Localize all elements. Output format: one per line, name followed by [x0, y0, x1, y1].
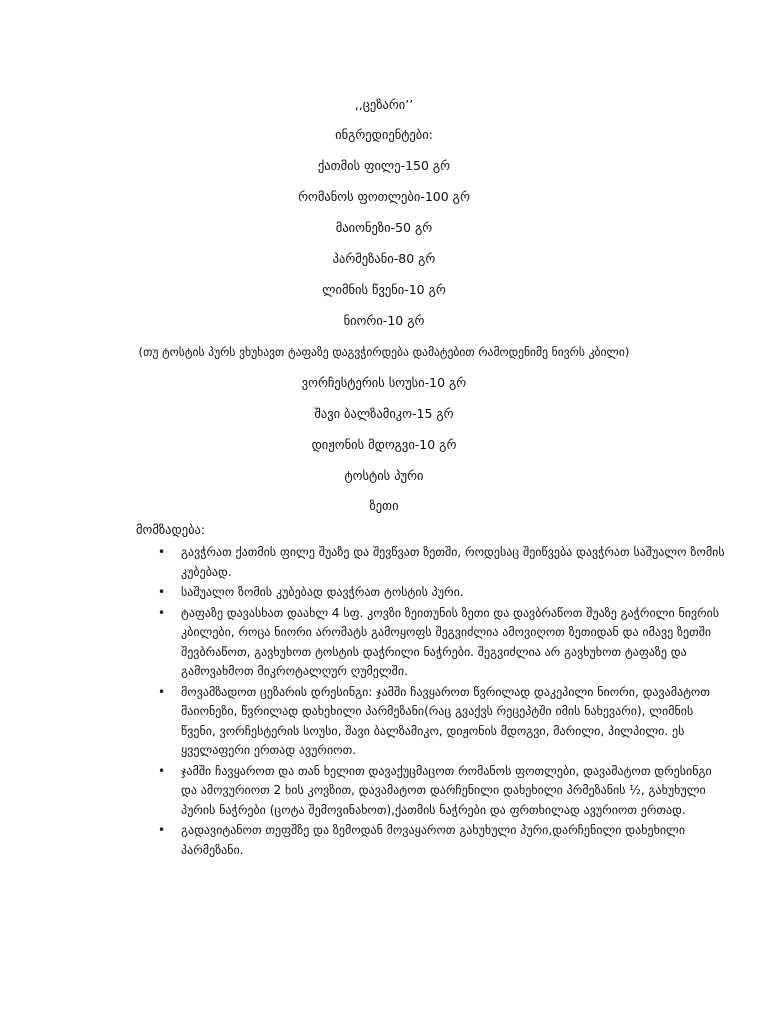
- bullet-icon: •: [158, 605, 166, 620]
- bullet-icon: •: [158, 545, 166, 559]
- list-item: [158, 762, 731, 821]
- ingredients-heading: ინგრედიენტები:: [335, 127, 433, 142]
- step-text: გავჭრათ ქათმის ფილე შუაზე და შევწვათ ზეთში, როდესაც შეიწვება დავჭრათ საშუალო ზომის კუბებად.: [181, 545, 725, 579]
- ingredient-line: რომანოს ფოთლები-100 გრ: [298, 189, 470, 204]
- list-item: [158, 683, 731, 761]
- steps-list: [140, 543, 731, 861]
- ingredient-line: ლიმნის წვენი-10 გრ: [322, 282, 446, 297]
- list-item: [158, 543, 731, 582]
- step-text: ჯამში ჩავყაროთ და თან ხელით დავაქუცმაცოთ რომანოს ფოთლები, დავამატოთ დრესინგი და ამოვურიოთ 2 ხის კოვზით, დავამატოთ დარჩენილი დახეხილი პრმეზანის ½, გახუხული პურის ნაჭრები (ცოტა შემოვინახოთ),ქათმის ნაჭრები და ფრთხილად ავურიოთ ერთად.: [181, 763, 712, 817]
- ingredient-line: დიჟონის მდოგვი-10 გრ: [311, 437, 457, 452]
- step-text: გადავიტანოთ თეფშზე და ზემოდან მოვაყაროთ გახუხული პური,დარჩენილი დახეხილი პარმეზანი.: [181, 823, 686, 857]
- bullet-icon: •: [158, 684, 166, 699]
- recipe-title: ,,ცეზარი’’: [354, 97, 414, 112]
- ingredient-line: ქათმის ფილე-150 გრ: [317, 158, 451, 173]
- list-item: [158, 821, 731, 860]
- ingredient-line: ნიორი-10 გრ: [343, 313, 425, 328]
- step-text: მოვამზადოთ ცეზარის დრესინგი: ჯამში ჩავყაროთ წვრილად დაკეპილი ნიორი, დავამატოთ მაიონეზი, წვრილად დახეხილი პარმეზანი(რაც გვაქვს რეცეპტში იმის ნახევარი), ლიმნის წვენი, ვორჩესტერის სოუსი, შავი ბალზამიკო, დიჟონის მდოგვი, მარილი, პილპილი. ეს ყველაფერი ერთად ავურიოთ.: [181, 684, 710, 757]
- bullet-icon: •: [158, 823, 166, 837]
- ingredient-note: (თუ ტოსტის პურს ვხუხავთ ტაფაზე დაგვჭირდება დამატებით რამოდენიმე ნივრს კბილი): [138, 345, 630, 359]
- ingredient-line: მაიონეზი-50 გრ: [335, 220, 433, 235]
- ingredient-line: პარმეზანი-80 გრ: [332, 251, 436, 266]
- bullet-icon: •: [158, 763, 166, 778]
- ingredient-line: ზეთი: [369, 498, 399, 513]
- list-item: [158, 604, 731, 682]
- ingredient-line: ტოსტის პური: [344, 468, 424, 483]
- ingredient-line: ვორჩესტერის სოუსი-10 გრ: [301, 375, 467, 390]
- step-text: ტაფაზე დავასხათ დაახლ 4 სფ. კოვზი ზეითუნის ზეთი და დავბრაწოთ შუაზე გაჭრილი ნივრის კბილები, როცა ნიორი არომატს გამოყოფს შეგვიძლია ამოვიღოთ ზეთიდან და იმავე ზეთში შევბრაწოთ, გავხუხოთ ტოსტის დაჭრილი ნაჭრები. შეგვიძლია არ გავხუხოთ ტაფაზე და გამოვახმოთ მიკროტალღურ ღუმელში.: [181, 605, 720, 678]
- step-text: საშუალო ზომის კუბებად დავჭრათ ტოსტის პური.: [181, 585, 464, 599]
- list-item: [158, 583, 731, 603]
- ingredient-line: შავი ბალზამიკო-15 გრ: [314, 406, 454, 421]
- bullet-icon: •: [158, 585, 166, 599]
- method-heading: მომზადება:: [136, 522, 206, 537]
